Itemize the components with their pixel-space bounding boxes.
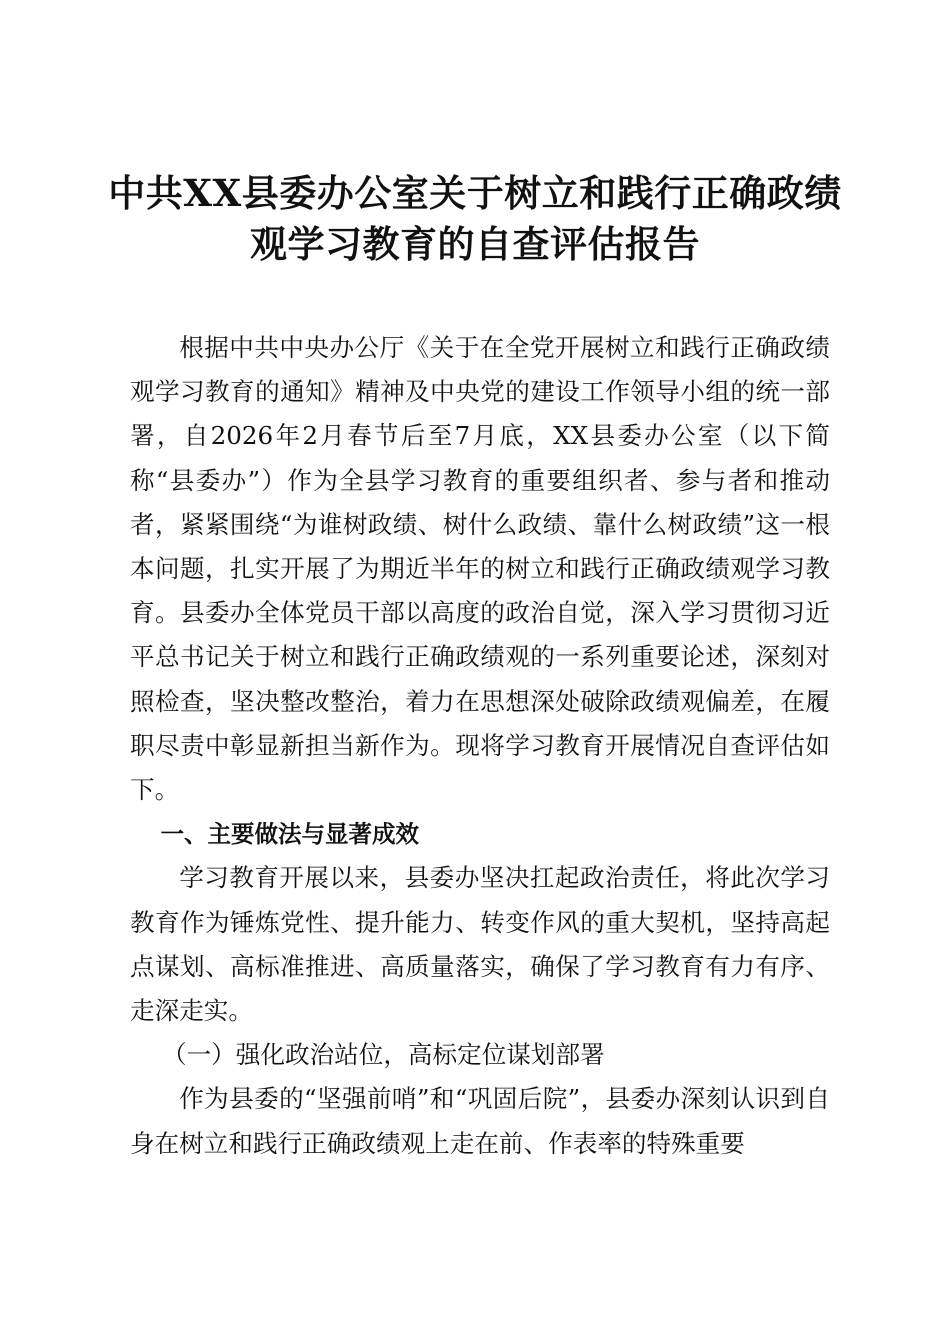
document-title [100, 168, 850, 270]
title-line-1: 中共XX县委办公室关于树立和践行正确政绩 [108, 171, 842, 215]
section-paragraph-main-practices: 学习教育开展以来，县委办坚决扛起政治责任，将此次学习教育作为锤炼党性、提升能力、转变作风的重大契机，坚持高起点谋划、高标准推进、高质量落实，确保了学习教育有力有序、走深走实。 [130, 863, 830, 1026]
title-line-2: 观学习教育的自查评估报告 [250, 222, 700, 266]
subsection-paragraph-political-position: 作为县委的“坚强前哨”和“巩固后院”，县委办深刻认识到自身在树立和践行正确政绩观上走在前、作表率的特殊重要 [130, 1084, 830, 1158]
intro-paragraph: 根据中共中央办公厅《关于在全党开展树立和践行正确政绩观学习教育的通知》精神及中央党的建设工作领导小组的统一部署，自2026年2月春节后至7月底，XX县委办公室（以下简称“县委办”）作为全县学习教育的重要组织者、参与者和推动者，紧紧围绕“为谁树政绩、树什么政绩、靠什么树政绩”这一根本问题，扎实开展了为期近半年的树立和践行正确政绩观学习教育。县委办全体党员干部以高度的政治自觉，深入学习贯彻习近平总书记关于树立和践行正确政绩观的一系列重要论述，深刻对照检查，坚决整改整治，着力在思想深处破除政绩观偏差，在履职尽责中彰显新担当新作为。现将学习教育开展情况自查评估如下。 [130, 333, 830, 805]
subsection-heading-political-position: （一）强化政治站位，高标定位谋划部署 [161, 1040, 605, 1070]
document-body [130, 326, 830, 1166]
section-heading-main-practices: 一、主要做法与显著成效 [160, 820, 420, 849]
